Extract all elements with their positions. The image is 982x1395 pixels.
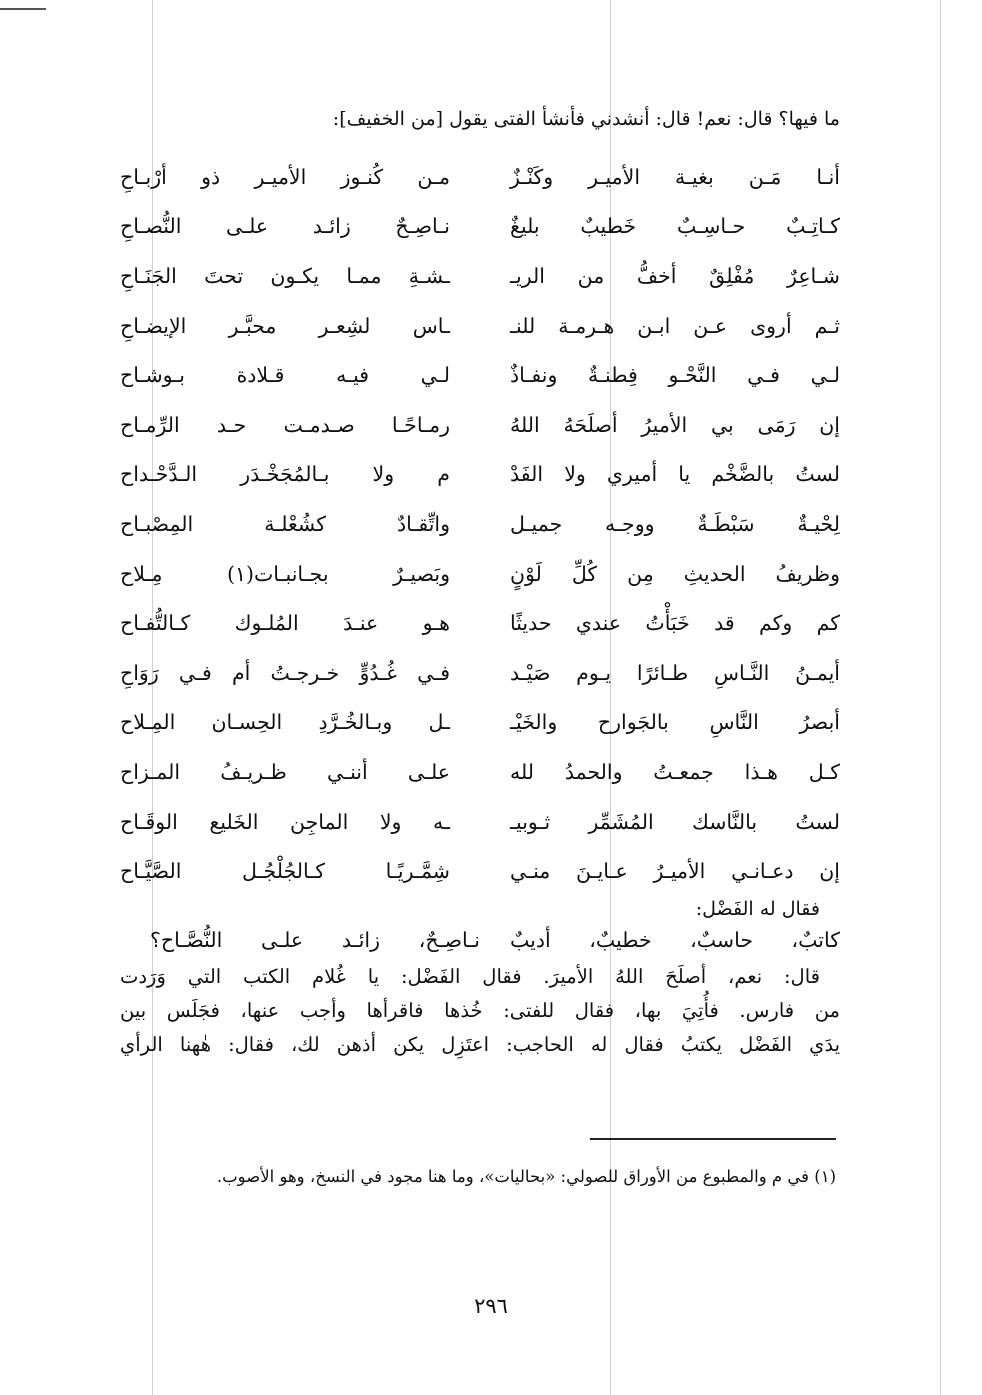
verse-first-hemistich: كاتبٌ، حاسبٌ، خطيبٌ، أديبٌ [510,927,840,952]
verse-second-hemistich: مـن كُنـوز الأميـر ذو أرْبـاحِ [120,164,450,189]
verse-line [120,499,840,549]
verse-second-hemistich: شِمَّـريًـا كـالجُلْجُـل الصَّيَّـاح [120,859,450,884]
verse-line [120,301,840,351]
poem [120,152,840,896]
verse-second-hemistich: ـاس لشِعـر محبَّـر الإيضـاحِ [120,313,450,338]
verse-second-hemistich: علـى أننـي ظـريـفُ المـزاح [120,759,450,784]
verse-second-hemistich: وبَصيـرٌ بجـانبـات(١) مِـلاح [120,561,450,586]
verse-line [120,698,840,748]
verse-line [120,450,840,500]
verse-first-hemistich: كـل هـذا جمعـتُ والحمدُ لله [510,759,840,784]
verse-second-hemistich: ـل وبـالخُـرَّدِ الحِسـان المِـلاح [120,710,450,735]
verse-first-hemistich: شـاعِرٌ مُفْلِقٌ أخفُّ من الريـ [510,263,840,288]
prose-line: من فارس. فأُتِيَ بها، فقال للفتى: خُذها فاقرأها وأجب عنها، فجَلَس بين [120,998,840,1022]
footnote-separator [590,1138,836,1140]
fadl-said-line: فقال له الفَضْل: [695,897,820,920]
verse-second-hemistich: فـي غُـدُوٍّ خـرجـتُ أم فـي رَوَاحِ [120,660,450,685]
fadl-verse [150,928,840,952]
verse-line [120,400,840,450]
verse-first-hemistich: إن رَمَى بي الأميرُ أصلَحَهُ اللهُ [510,412,840,437]
verse-second-hemistich: نـاصِـحٌ زائـد علـى النُّصـاحِ [120,214,450,239]
scan-artifact-line [940,0,941,1395]
verse-first-hemistich: إن دعـانـي الأميـرُ عـايـنَ منـي [510,859,840,884]
verse-second-hemistich: هـو عنـدَ المُلـوك كـالتُّفـاح [120,611,450,636]
scan-corner-mark [0,8,46,10]
verse-first-hemistich: ثـم أروى عـن ابـن هـرمـة للنـ [510,313,840,338]
verse-first-hemistich: لستُ بالنَّاسك المُشَمِّر ثـوبيـ [510,809,840,834]
verse-line [120,251,840,301]
verse-line [120,202,840,252]
verse-first-hemistich: أيمـنُ النَّـاسِ طـائرًا يـوم صَيْـد [510,660,840,685]
verse-line [120,846,840,896]
footnote: (١) في م والمطبوع من الأوراق للصولي: «بحاليات»، وما هنا مجود في النسخ، وهو الأصوب. [216,1167,836,1186]
verse-first-hemistich: أبصرُ النَّاسِ بالجَوارح والخَيْـ [510,710,840,735]
verse-first-hemistich: كم وكم قد خَبَأْتُ عندي حديثًا [510,611,840,636]
verse-line [120,797,840,847]
verse-second-hemistich: رمـاحًـا صـدمـت حـد الرِّمـاح [120,412,450,437]
verse-first-hemistich: كـاتِـبٌ حـاسِـبٌ خَطيبٌ بليغٌ [510,214,840,239]
verse-second-hemistich: ـه ولا الماجِن الخَليع الوقَـاح [120,809,450,834]
verse-line [120,598,840,648]
intro-line: ما فيها؟ قال: نعم! قال: أنشدني فأنشأ الفتى يقول [من الخفيف]: [332,108,840,130]
verse-first-hemistich: لـي فـي النَّحْـو فِطنـةٌ ونفـاذٌ [510,363,840,388]
verse-second-hemistich: م ولا بـالمُجَخْـدَر الـدَّحْـداح [120,462,450,487]
verse-second-hemistich: نـاصِـحٌ، زائـد علـى النُّصَّـاح؟ [150,927,480,952]
verse-second-hemistich: ـشـةِ ممـا يكـون تحتَ الجَنَـاحِ [120,263,450,288]
verse-line [120,350,840,400]
verse-first-hemistich: لِحْيـةٌ سَبْطَـةٌ ووجـه جميـل [510,511,840,536]
prose-line: يدَي الفَضْل يكتبُ فقال له الحاجب: اعتَزِل يكن أذهن لك، فقال: هٰهنا الرأي [120,1032,840,1056]
verse-line [120,549,840,599]
page-number: ٢٩٦ [474,1294,508,1318]
prose-line: قال: نعم، أصلَحَ اللهُ الأميرَ. فقال الفَضْل: يا غُلام الكتب التي وَرَدت [120,964,820,988]
verse-first-hemistich: أنـا مَـن بغيـة الأميـر وكَنْـزٌ [510,164,840,189]
verse-line [120,747,840,797]
verse-line [120,648,840,698]
verse-second-hemistich: واتِّقـادٌ كشُعْلـة المِصْبـاح [120,511,450,536]
page-body [120,104,840,1062]
verse-first-hemistich: لستُ بالضَّخْم يا أميري ولا الفَدْ [510,462,840,487]
verse-second-hemistich: لـي فيـه قـلادة بـوشـاح [120,363,450,388]
verse-first-hemistich: وظريفُ الحديثِ مِن كُلِّ لَوْنٍ [510,561,840,586]
verse-line [120,152,840,202]
